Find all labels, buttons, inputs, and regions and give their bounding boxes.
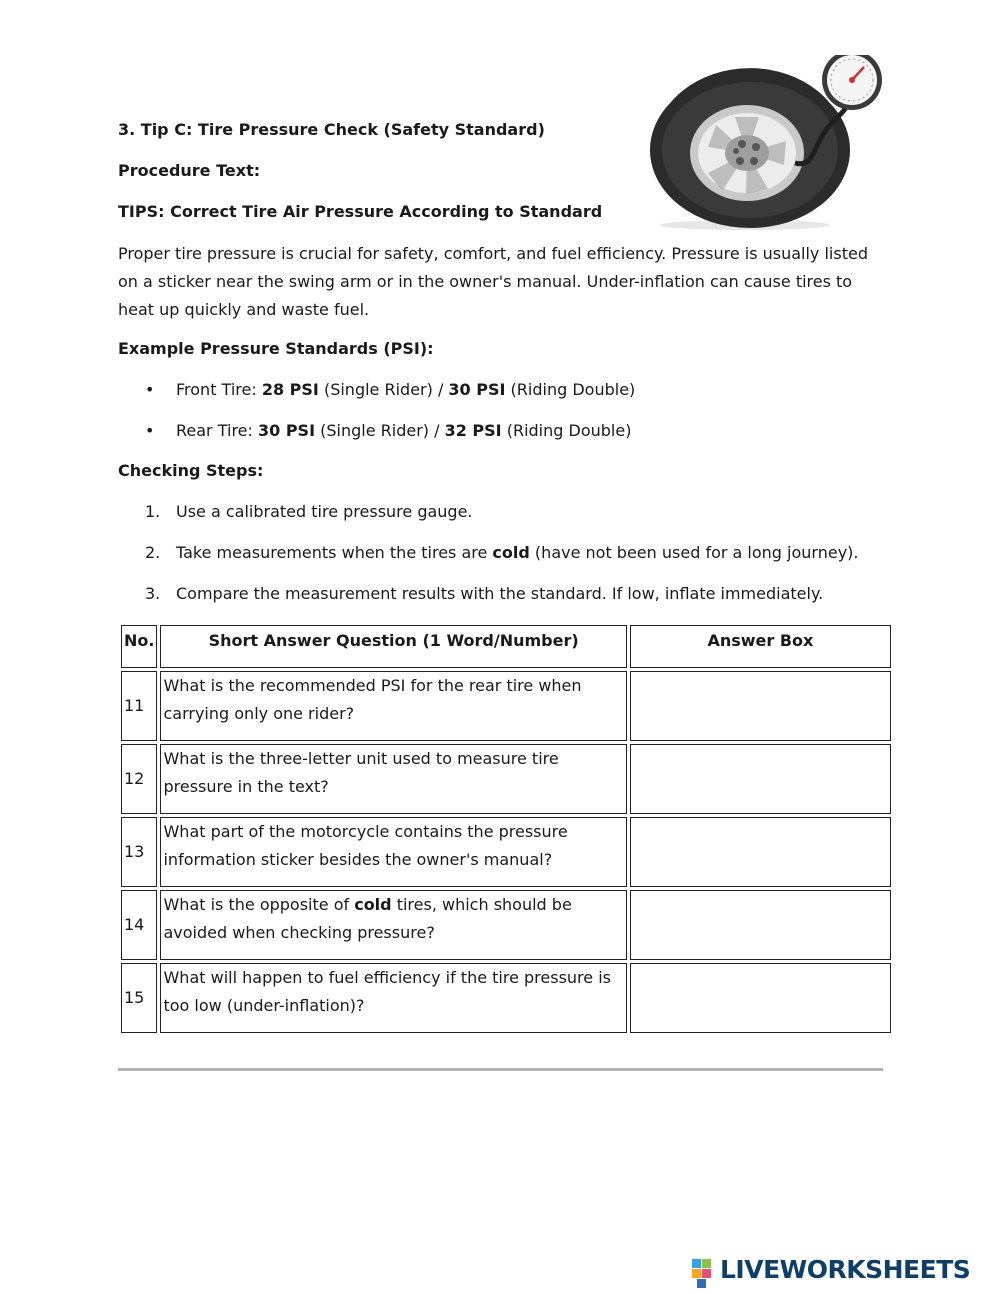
step-item: Compare the measurement results with the standard. If low, inflate immediately. — [176, 584, 824, 603]
intro-paragraph: Proper tire pressure is crucial for safety, comfort, and fuel efficiency. Pressure is usually listed on a sticker near the swing arm or in the owner's manual. Under-inflation can cause tires to heat up quickly and waste fuel. — [118, 244, 868, 319]
answer-box[interactable] — [630, 744, 891, 814]
step-number: 1. — [145, 502, 161, 521]
answer-box[interactable] — [630, 963, 891, 1033]
brand-name: LIVEWORKSHEETS — [720, 1255, 971, 1284]
bullet-marker: • — [145, 380, 155, 399]
rear-tire-standard: Rear Tire: 30 PSI (Single Rider) / 32 PSI (Riding Double) — [176, 421, 632, 440]
step-number: 3. — [145, 584, 161, 603]
table-row — [121, 963, 891, 1033]
liveworksheets-logo — [692, 1253, 988, 1287]
question-number: 13 — [121, 817, 157, 887]
question-table — [118, 622, 894, 1036]
logo-square-icon — [692, 1269, 701, 1278]
answer-box[interactable] — [630, 817, 891, 887]
table-row — [121, 744, 891, 814]
answer-box[interactable] — [630, 890, 891, 960]
table-header-row — [121, 625, 891, 668]
question-text: What will happen to fuel efficiency if the tire pressure is too low (under-inflation)? — [160, 963, 626, 1033]
question-number: 14 — [121, 890, 157, 960]
steps-title: Checking Steps: — [118, 461, 264, 480]
question-text: What is the three-letter unit used to measure tire pressure in the text? — [160, 744, 626, 814]
tips-title: TIPS: Correct Tire Air Pressure According to Standard — [118, 202, 603, 221]
step-number: 2. — [145, 543, 161, 562]
horizontal-divider — [118, 1068, 883, 1071]
front-tire-standard: Front Tire: 28 PSI (Single Rider) / 30 PSI (Riding Double) — [176, 380, 636, 399]
header-question: Short Answer Question (1 Word/Number) — [160, 625, 626, 668]
header-no: No. — [121, 625, 157, 668]
answer-box[interactable] — [630, 671, 891, 741]
logo-square-icon — [692, 1259, 701, 1268]
question-text: What is the recommended PSI for the rear tire when carrying only one rider? — [160, 671, 626, 741]
question-text: What part of the motorcycle contains the pressure information sticker besides the owner's manual? — [160, 817, 626, 887]
question-number: 11 — [121, 671, 157, 741]
header-answer: Answer Box — [630, 625, 891, 668]
logo-square-icon — [702, 1259, 711, 1268]
table-row — [121, 890, 891, 960]
table-row — [121, 817, 891, 887]
question-number: 15 — [121, 963, 157, 1033]
tire-with-pressure-gauge-icon — [650, 55, 890, 235]
bullet-marker: • — [145, 421, 155, 440]
logo-square-icon — [702, 1269, 711, 1278]
question-text: What is the opposite of cold tires, which should be avoided when checking pressure? — [160, 890, 626, 960]
logo-square-icon — [697, 1279, 706, 1288]
step-item: Use a calibrated tire pressure gauge. — [176, 502, 473, 521]
step-item: Take measurements when the tires are cold (have not been used for a long journey). — [176, 543, 859, 562]
question-number: 12 — [121, 744, 157, 814]
table-row — [121, 671, 891, 741]
standards-title: Example Pressure Standards (PSI): — [118, 339, 434, 358]
section-heading: 3. Tip C: Tire Pressure Check (Safety Standard) — [118, 120, 545, 139]
procedure-label: Procedure Text: — [118, 161, 261, 180]
